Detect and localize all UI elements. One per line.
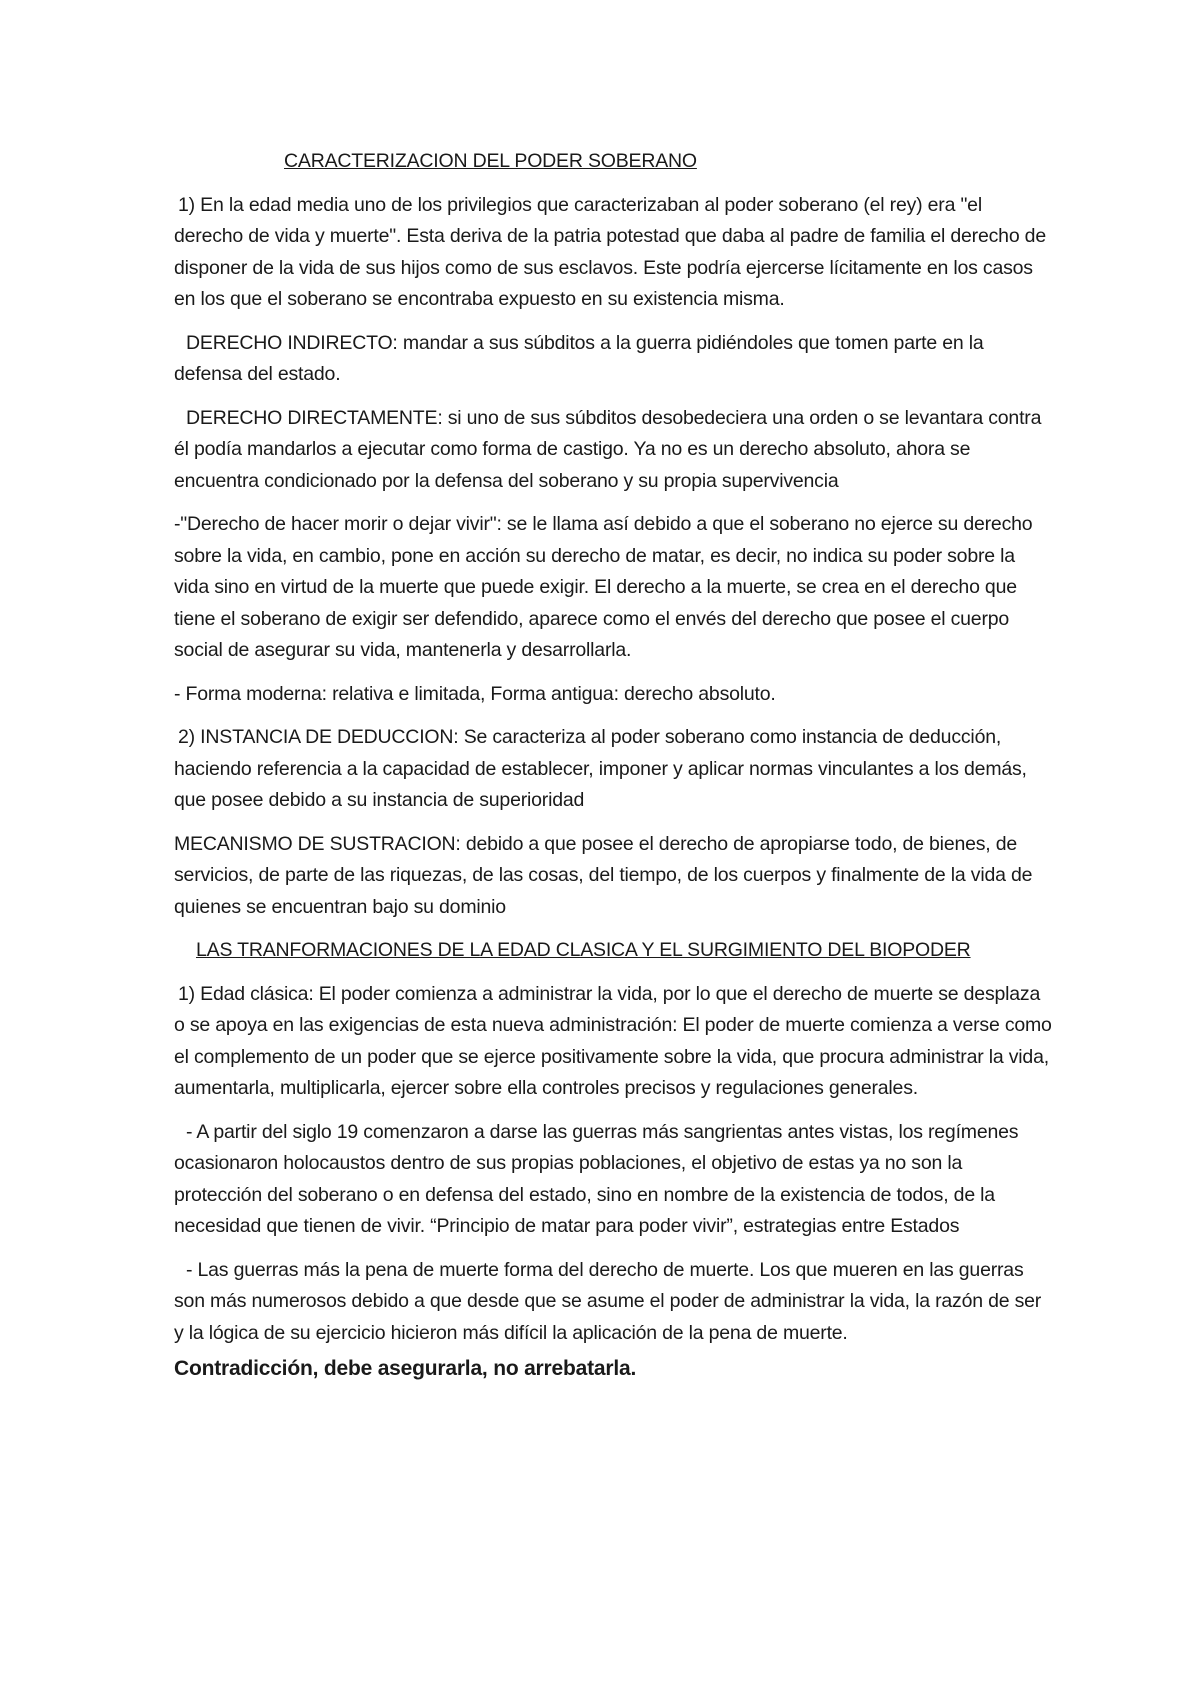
paragraph-derecho-vida-muerte: 1) En la edad media uno de los privilegios que caracterizaban al poder soberano (el rey) era "el derecho de vida y muerte". Esta deriva de la patria potestad que daba al padre de familia el derecho de disponer de la vida de sus hijos como de sus esclavos. Este podría ejercerse lícitamente en los casos en los que el soberano se encontraba expuesto en su existencia misma. xyxy=(174,193,1046,310)
closing-emphasis: Contradicción, debe asegurarla, no arrebatarla. xyxy=(174,1357,637,1380)
paragraph-edad-clasica: 1) Edad clásica: El poder comienza a administrar la vida, por lo que el derecho de muerte se desplaza o se apoya en las exigencias de esta nueva administración: El poder de muerte comienza a verse como el complemento de un poder que se ejerce positivamente sobre la vida, que procura administrar la vida, aumentarla, multiplicarla, ejercer sobre ella controles precisos y regulaciones generales. xyxy=(174,982,1052,1099)
paragraph-hacer-morir: -"Derecho de hacer morir o dejar vivir": se le llama así debido a que el soberano no ejerce su derecho sobre la vida, en cambio, pone en acción su derecho de matar, es decir, no indica su poder sobre la vida sino en virtud de la muerte que puede exigir. El derecho a la muerte, se crea en el derecho que tiene el soberano de exigir ser defendido, aparece como el envés del derecho que posee el cuerpo social de asegurar su vida, mantenerla y desarrollarla. xyxy=(174,513,1033,661)
paragraph-instancia-deduccion: 2) INSTANCIA DE DEDUCCION: Se caracteriza al poder soberano como instancia de deducción, haciendo referencia a la capacidad de establecer, imponer y aplicar normas vinculantes a los demás, que posee debido a su instancia de superioridad xyxy=(174,726,1027,811)
paragraph-siglo-19: - A partir del siglo 19 comenzaron a darse las guerras más sangrientas antes vistas, los regímenes ocasionaron holocaustos dentro de sus propias poblaciones, el objetivo de estas ya no son la protección del soberano o en defensa del estado, sino en nombre de la existencia de todos, de la necesidad que tienen de vivir. “Principio de matar para poder vivir”, estrategias entre Estados xyxy=(174,1120,1019,1237)
paragraph-derecho-indirecto: DERECHO INDIRECTO: mandar a sus súbditos a la guerra pidiéndoles que tomen parte en la defensa del estado. xyxy=(174,331,984,385)
paragraph-forma-moderna: - Forma moderna: relativa e limitada, Forma antigua: derecho absoluto. xyxy=(174,682,776,705)
document-body xyxy=(174,146,1054,1385)
paragraph-derecho-directamente: DERECHO DIRECTAMENTE: si uno de sus súbditos desobedeciera una orden o se levantara contra él podía mandarlos a ejecutar como forma de castigo. Ya no es un derecho absoluto, ahora se encuentra condicionado por la defensa del soberano y su propia supervivencia xyxy=(174,406,1042,492)
section-title-biopoder: LAS TRANFORMACIONES DE LA EDAD CLASICA Y EL SURGIMIENTO DEL BIOPODER xyxy=(196,939,971,961)
paragraph-pena-muerte: - Las guerras más la pena de muerte forma del derecho de muerte. Los que mueren en las guerras son más numerosos debido a que desde que se asume el poder de administrar la vida, la razón de ser y la lógica de su ejercicio hicieron más difícil la aplicación de la pena de muerte. xyxy=(174,1258,1042,1344)
paragraph-mecanismo-sustracion: MECANISMO DE SUSTRACION: debido a que posee el derecho de apropiarse todo, de bienes, de servicios, de parte de las riquezas, de las cosas, del tiempo, de los cuerpos y finalmente de la vida de quienes se encuentran bajo su dominio xyxy=(174,832,1033,918)
section-title-caracterizacion: CARACTERIZACION DEL PODER SOBERANO xyxy=(284,150,697,172)
